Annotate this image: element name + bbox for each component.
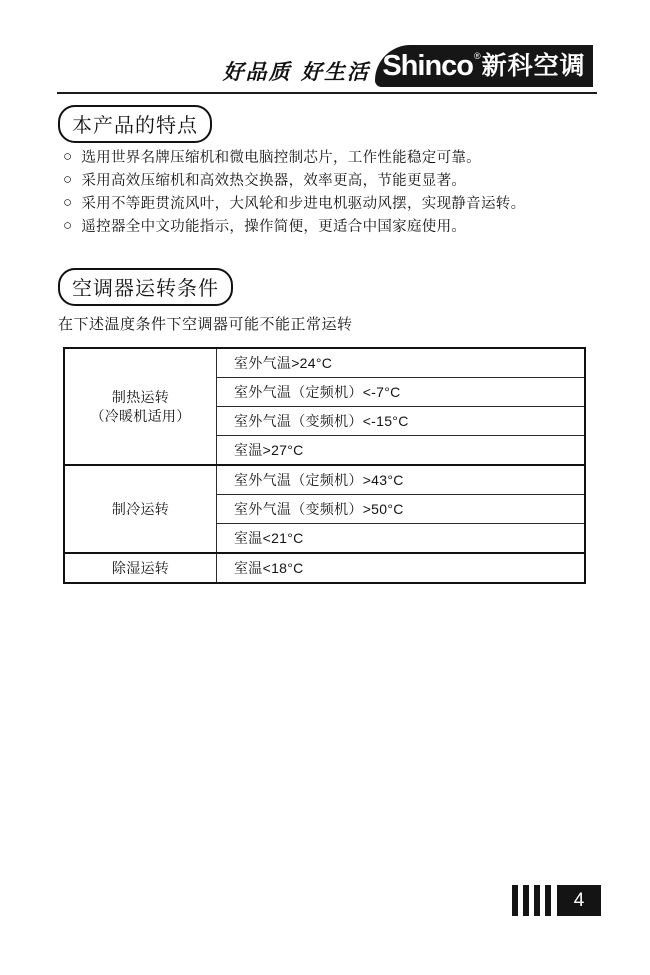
list-item [63,146,525,169]
circle-bullet-icon: ○ [63,171,73,188]
circle-bullet-icon: ○ [63,148,73,165]
feature-text: 采用不等距贯流风叶，大风轮和步进电机驱动风摆，实现静音运转。 [81,196,526,212]
condition-cell: 室温<21°C [217,524,586,554]
footer-bar-decoration [545,885,551,916]
mode-label-text: 制热运转 [111,389,170,406]
feature-text: 采用高效压缩机和高效热交换器，效率更高，节能更显著。 [81,173,467,189]
mode-label-dehumidify: 除湿运转 [64,553,217,583]
section-title-operating-conditions: 空调器运转条件 [58,268,233,306]
brand-name-chinese: 新科空调 [481,51,586,80]
footer-bar-decoration [534,885,540,916]
condition-cell: 室外气温（变频机）>50°C [217,495,586,524]
operating-conditions-table [63,347,586,584]
footer-bar-decoration [523,885,529,916]
brand-name-latin: Shinco [382,49,473,82]
feature-text: 选用世界名牌压缩机和微电脑控制芯片，工作性能稳定可靠。 [81,150,481,166]
mode-label-heating [64,348,217,465]
operating-conditions-intro: 在下述温度条件下空调器可能不能正常运转 [58,316,353,333]
condition-cell: 室外气温（定频机）>43°C [217,465,586,495]
list-item [63,215,525,238]
condition-cell: 室温<18°C [217,553,586,583]
feature-text: 遥控器全中文功能指示，操作简便，更适合中国家庭使用。 [81,219,467,235]
header-divider [57,92,597,94]
condition-cell: 室外气温（定频机）<-7°C [217,378,586,407]
brand-slogan: 好品质 好生活 [222,59,370,84]
page-number-badge: 4 [557,885,601,916]
table-row [64,553,585,583]
features-list [63,146,525,238]
condition-cell: 室外气温>24°C [217,348,586,378]
footer-bar-decoration [512,885,518,916]
circle-bullet-icon: ○ [63,217,73,234]
table-row [64,348,585,378]
condition-cell: 室温>27°C [217,436,586,466]
registered-trademark-icon: ® [474,51,481,61]
mode-label-cooling: 制冷运转 [64,465,217,553]
brand-logo [375,45,593,87]
circle-bullet-icon: ○ [63,194,73,211]
mode-sublabel-text: （冷暖机适用） [90,407,191,424]
page-footer [512,885,601,916]
list-item [63,192,525,215]
section-title-features: 本产品的特点 [58,105,212,143]
condition-cell: 室外气温（变频机）<-15°C [217,407,586,436]
table-row [64,465,585,495]
list-item [63,169,525,192]
